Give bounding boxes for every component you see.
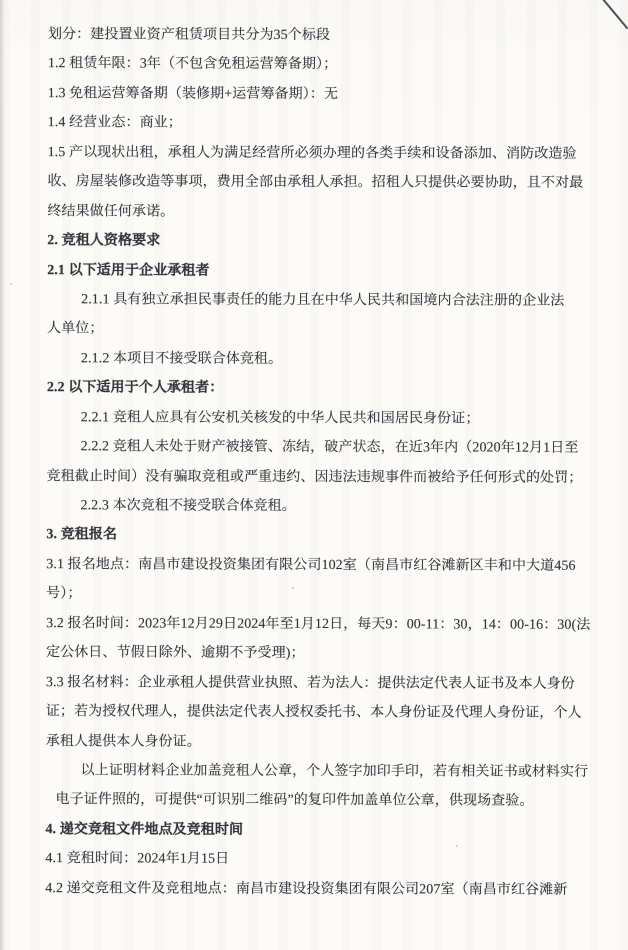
document-line: 2.1.2 本项目不接受联合体竞租。 [80,351,283,367]
document-line: 1.3 免租运营筹备期（装修期+运营筹备期）：无 [47,86,339,102]
document-line: 1.2 租赁年限：3年（不包含免租运营筹备期）； [47,56,338,73]
document-line: 2.1.1 具有独立承担民事责任的能力且在中华人民共和国境内合法注册的企业法 [81,292,565,309]
document-line: 电子证件照的，可提供“可识别二维码”的复印件加盖单位公章，供现场查验。 [55,792,534,810]
document-line: 定公休日、节假日除外、逾期不予受理)； [45,645,305,662]
document-line: 3.1 报名地点：南昌市建设投资集团有限公司102室（南昌市红谷滩新区丰和中大道456 [46,557,576,574]
document-line: 人单位； [47,321,104,337]
document-content [0,20,628,905]
document-line: 号）； [46,586,82,602]
document-line: 划分：建投置业资产租赁项目共分为35个标段 [47,27,331,44]
document-line: 2.1 以下适用于企业承租者 [47,262,210,279]
document-line: 3.3 报名材料：企业承租人提供营业执照、若为法人：提供法定代表人证书及本人身份 [45,674,575,692]
document-line: 2. 竞租人资格要求 [47,233,161,249]
document-line: 1.5 产以现状出租，承租人为满足经营所必须办理的各类手续和设备添加、消防改造验 [47,144,577,162]
document-line: 2.2.3 本次竞租不接受联合体竞租。 [80,498,296,514]
document-line: 4. 递交竞租文件地点及竞租时间 [45,821,244,838]
document-line: 竞租截止时间）没有骗取竞租或严重违约、因违法违规事件而被给予任何形式的处罚； [46,468,583,486]
document-line: 以上证明材料企业加盖竞租人公章，个人签字加印手印，若有相关证书或材料实行 [80,763,589,780]
document-line: 4.2 递交竞租文件及竞租地点：南昌市建设投资集团有限公司207室（南昌市红谷滩新 [45,880,568,898]
document-line: 2.2.1 竞租人应具有公安机关核发的中华人民共和国居民身份证； [80,409,480,427]
document-line: 2.2.2 竞租人未处于财产被接管、冻结，破产状态，在近3年内（2020年12月1日至 [80,439,579,456]
document-line: 3.2 报名时间：2023年12月29日2024年至1月12日，每天9：00-11：30，14：00-16：30(法 [46,615,591,633]
document-line: 证；若为授权代理人，提供法定代表人授权委托书、本人身份证及代理人身份证，个人 [45,704,582,721]
document-line: 3. 竞租报名 [46,527,118,543]
document-line: 4.1 竞租时间：2024年1月15日 [45,851,230,867]
document-line: 承租人提供本人身份证。 [45,733,201,750]
document-line: 1.4 经营业态：商业； [47,115,182,131]
document-line: 终结果做任何承诺。 [47,203,175,220]
document-line: 2.2 以下适用于个人承租者： [46,380,224,396]
document-line: 收、房屋装修改造等事项，费用全部由承租人承担。招租人只提供必要协助，且不对最 [47,174,584,192]
